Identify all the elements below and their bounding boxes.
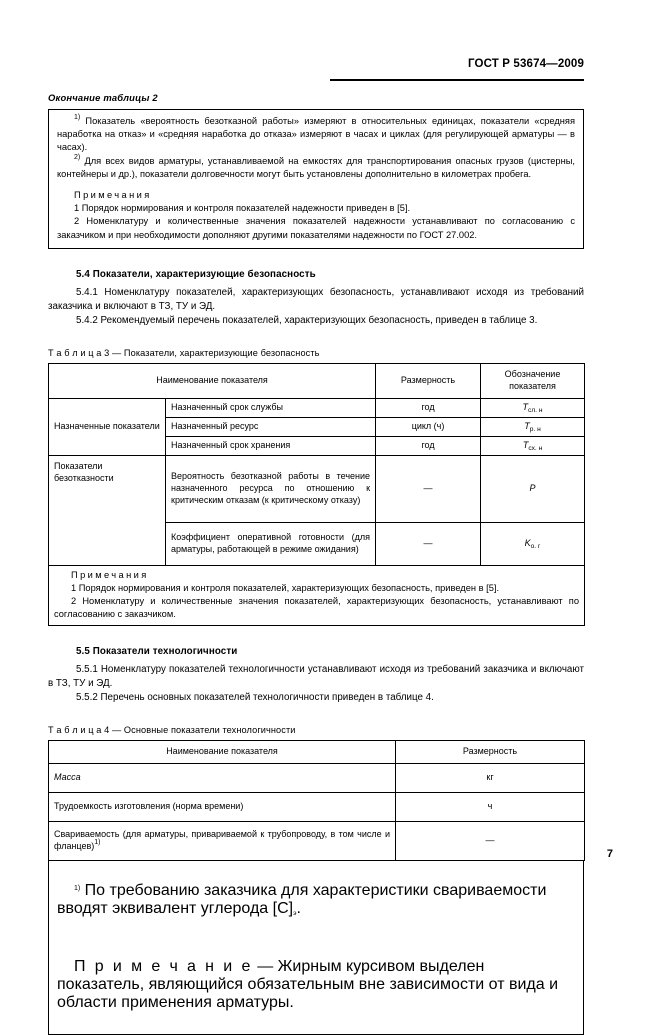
table3-col-header-name: Наименование показателя [49,363,376,398]
table4-indicator-name: Масса [49,763,396,792]
table4-indicator-name: Трудоемкость изготовления (норма времени) [49,792,396,821]
table3-indicator-unit: цикл (ч) [376,417,481,436]
table3-caption-title: Показатели, характеризующие безопасность [123,347,320,358]
table-row [49,455,585,522]
table3-header [49,363,585,398]
table-row [49,821,585,860]
symbol-subscript: сх. н [528,444,543,452]
table2-footnote-2 [57,155,575,181]
table2-continuation-caption: Окончание таблицы 2 [48,92,158,103]
symbol-base: T [522,439,529,450]
table3-col-header-unit: Размерность [376,363,481,398]
table2-note-1: 1 Порядок нормирования и контроля показателей надежности приведен в [5]. [74,203,411,214]
footnote-marker: 1) [74,114,81,121]
spacer [48,705,584,725]
table3-indicator-name: Назначенный срок службы [166,398,376,417]
footnote-text: Показатель «вероятность безотказной работы» измеряют в относительных единицах, показатели «средняя наработка на отказ» и «средняя наработка до отказа» измеряют в часах и циклах (для регулирующей арматуры — в часах). [57,116,575,153]
symbol-subscript: сл. н [528,406,543,414]
footnote-marker: 1) [74,884,81,892]
page-content [48,92,584,1035]
table4-footnote-box [48,861,584,1035]
table4-indicator-name-text: Свариваемость (для арматуры, привариваемой к трубопроводу, в том числе и фланцев) [54,828,390,851]
footnote-text: По требованию заказчика для характеристики свариваемости вводят эквивалент углерода [С] [57,881,547,917]
table3-col-header-symbol-l2: показателя [509,380,556,391]
table-4 [48,740,585,861]
table3-col-header-symbol [481,363,585,398]
table4-note [57,958,575,1012]
page-number: 7 [606,848,613,860]
table3-indicator-symbol [481,398,585,417]
table3-caption [48,348,584,358]
table4-footnote [57,882,575,918]
table3-caption-label: Т а б л и ц а 3 [48,347,110,358]
table-row [49,792,585,821]
table3-header-row [49,363,585,398]
paragraph-5-5-1: 5.5.1 Номенклатуру показателей технологичности устанавливают исходя из требований заказчика и включают в ТЗ, ТУ и ЭД. [48,663,584,689]
table4-indicator-unit: кг [396,763,585,792]
footnote-subscript: э [293,909,297,917]
symbol-base: T [522,401,529,412]
table3-notes-row [49,565,585,625]
table2-note-2: 2 Номенклатуру и количественные значения показателей надежности устанавливают по согласованию с заказчиком и при необходимости дополняют другими показателями надежности по ГОСТ 27.002. [57,216,575,240]
header-rule [330,79,584,81]
table4-header-row [49,740,585,763]
table4-caption-title: Основные показатели технологичности [123,724,296,735]
note-dash: — [252,957,278,975]
running-header: ГОСТ Р 53674—2009 [467,58,584,70]
symbol-base: P [529,482,536,493]
section-heading-5-4: 5.4 Показатели, характеризующие безопасность [76,268,316,280]
spacer [57,181,575,189]
table4-caption-dash: — [109,724,124,735]
paragraph-5-4-2: 5.4.2 Рекомендуемый перечень показателей, характеризующих безопасность, приведен в таблице 3. [76,314,538,326]
table4-indicator-unit: — [396,821,585,860]
footnote-text: Для всех видов арматуры, устанавливаемой на емкостях для транспортирования опасных грузов (цистерны, контейнеры и др.), показатели долговечности могут быть установлены дополнительно в километрах пробега. [57,155,575,179]
table-row [49,398,585,417]
symbol-base: T [524,420,530,431]
table4-header [49,740,585,763]
spacer [48,626,584,646]
table3-indicator-unit: год [376,398,481,417]
note-text: Жирным курсивом выделен показатель, являющийся обязательным вне зависимости от вида и области применения арматуры. [57,957,559,1011]
table3-indicator-name: Назначенный срок хранения [166,436,376,455]
table4-indicator-unit: ч [396,792,585,821]
table3-col-header-symbol-l1: Обозначение [504,368,561,379]
table3-indicator-unit: — [376,522,481,565]
table3-caption-dash: — [109,347,124,358]
note-heading: П р и м е ч а н и е [74,957,253,975]
table4-body [49,763,585,860]
table3-indicator-symbol [481,522,585,565]
table3-notes-cell [49,565,585,625]
table-row [49,763,585,792]
footnote-marker: 1) [94,838,101,846]
symbol-subscript: о. г [530,542,541,550]
table3-indicator-unit: год [376,436,481,455]
notes-heading: Примечания [71,569,149,580]
table3-note-2: 2 Номенклатуру и количественные значения показателей, характеризующих безопасность, устанавливают по согласованию с заказчиком. [54,596,580,620]
table4-indicator-name [49,821,396,860]
spacer [48,249,584,269]
table2-continuation-notes-box [48,109,584,249]
table4-caption-label: Т а б л и ц а 4 [48,724,110,735]
paragraph-5-4-1: 5.4.1 Номенклатуру показателей, характеризующих безопасность, устанавливают исходя из требований заказчика и включают в ТЗ, ТУ и ЭД. [48,286,584,312]
table4-col-header-unit: Размерность [396,740,585,763]
table3-indicator-symbol [481,436,585,455]
table3-group-label-bezotkaznosti: Показатели безотказности [49,455,166,565]
paragraph-5-5-2: 5.5.2 Перечень основных показателей технологичности приведен в таблице 4. [76,691,434,703]
table4-caption [48,725,584,735]
table3-indicator-symbol [481,417,585,436]
table3-indicator-name: Назначенный ресурс [166,417,376,436]
table2-footnote-1 [57,115,575,155]
table3-group-label-naznachennye: Назначенные показатели [49,398,166,455]
spacer [48,328,584,348]
table3-indicator-unit: — [376,455,481,522]
symbol-subscript: р. н [529,425,541,433]
footnote-text-end: . [296,899,301,917]
section-heading-5-5: 5.5 Показатели технологичности [76,645,238,657]
table-3 [48,363,585,626]
table3-body [49,398,585,625]
table3-note-1: 1 Порядок нормирования и контроля показателей, характеризующих безопасность, приведен в [5]. [71,583,500,593]
footnote-marker: 2) [74,153,81,161]
table3-indicator-symbol [481,455,585,522]
notes-heading: Примечания [74,189,152,200]
table4-col-header-name: Наименование показателя [49,740,396,763]
table3-indicator-name: Коэффициент оперативной готовности (для арматуры, работающей в режиме ожидания) [166,522,376,565]
table3-indicator-name: Вероятность безотказной работы в течение назначенного ресурса по отношению к критическим отказам (к критическому отказу) [166,455,376,522]
spacer [57,934,575,942]
symbol-base: K [524,537,531,548]
